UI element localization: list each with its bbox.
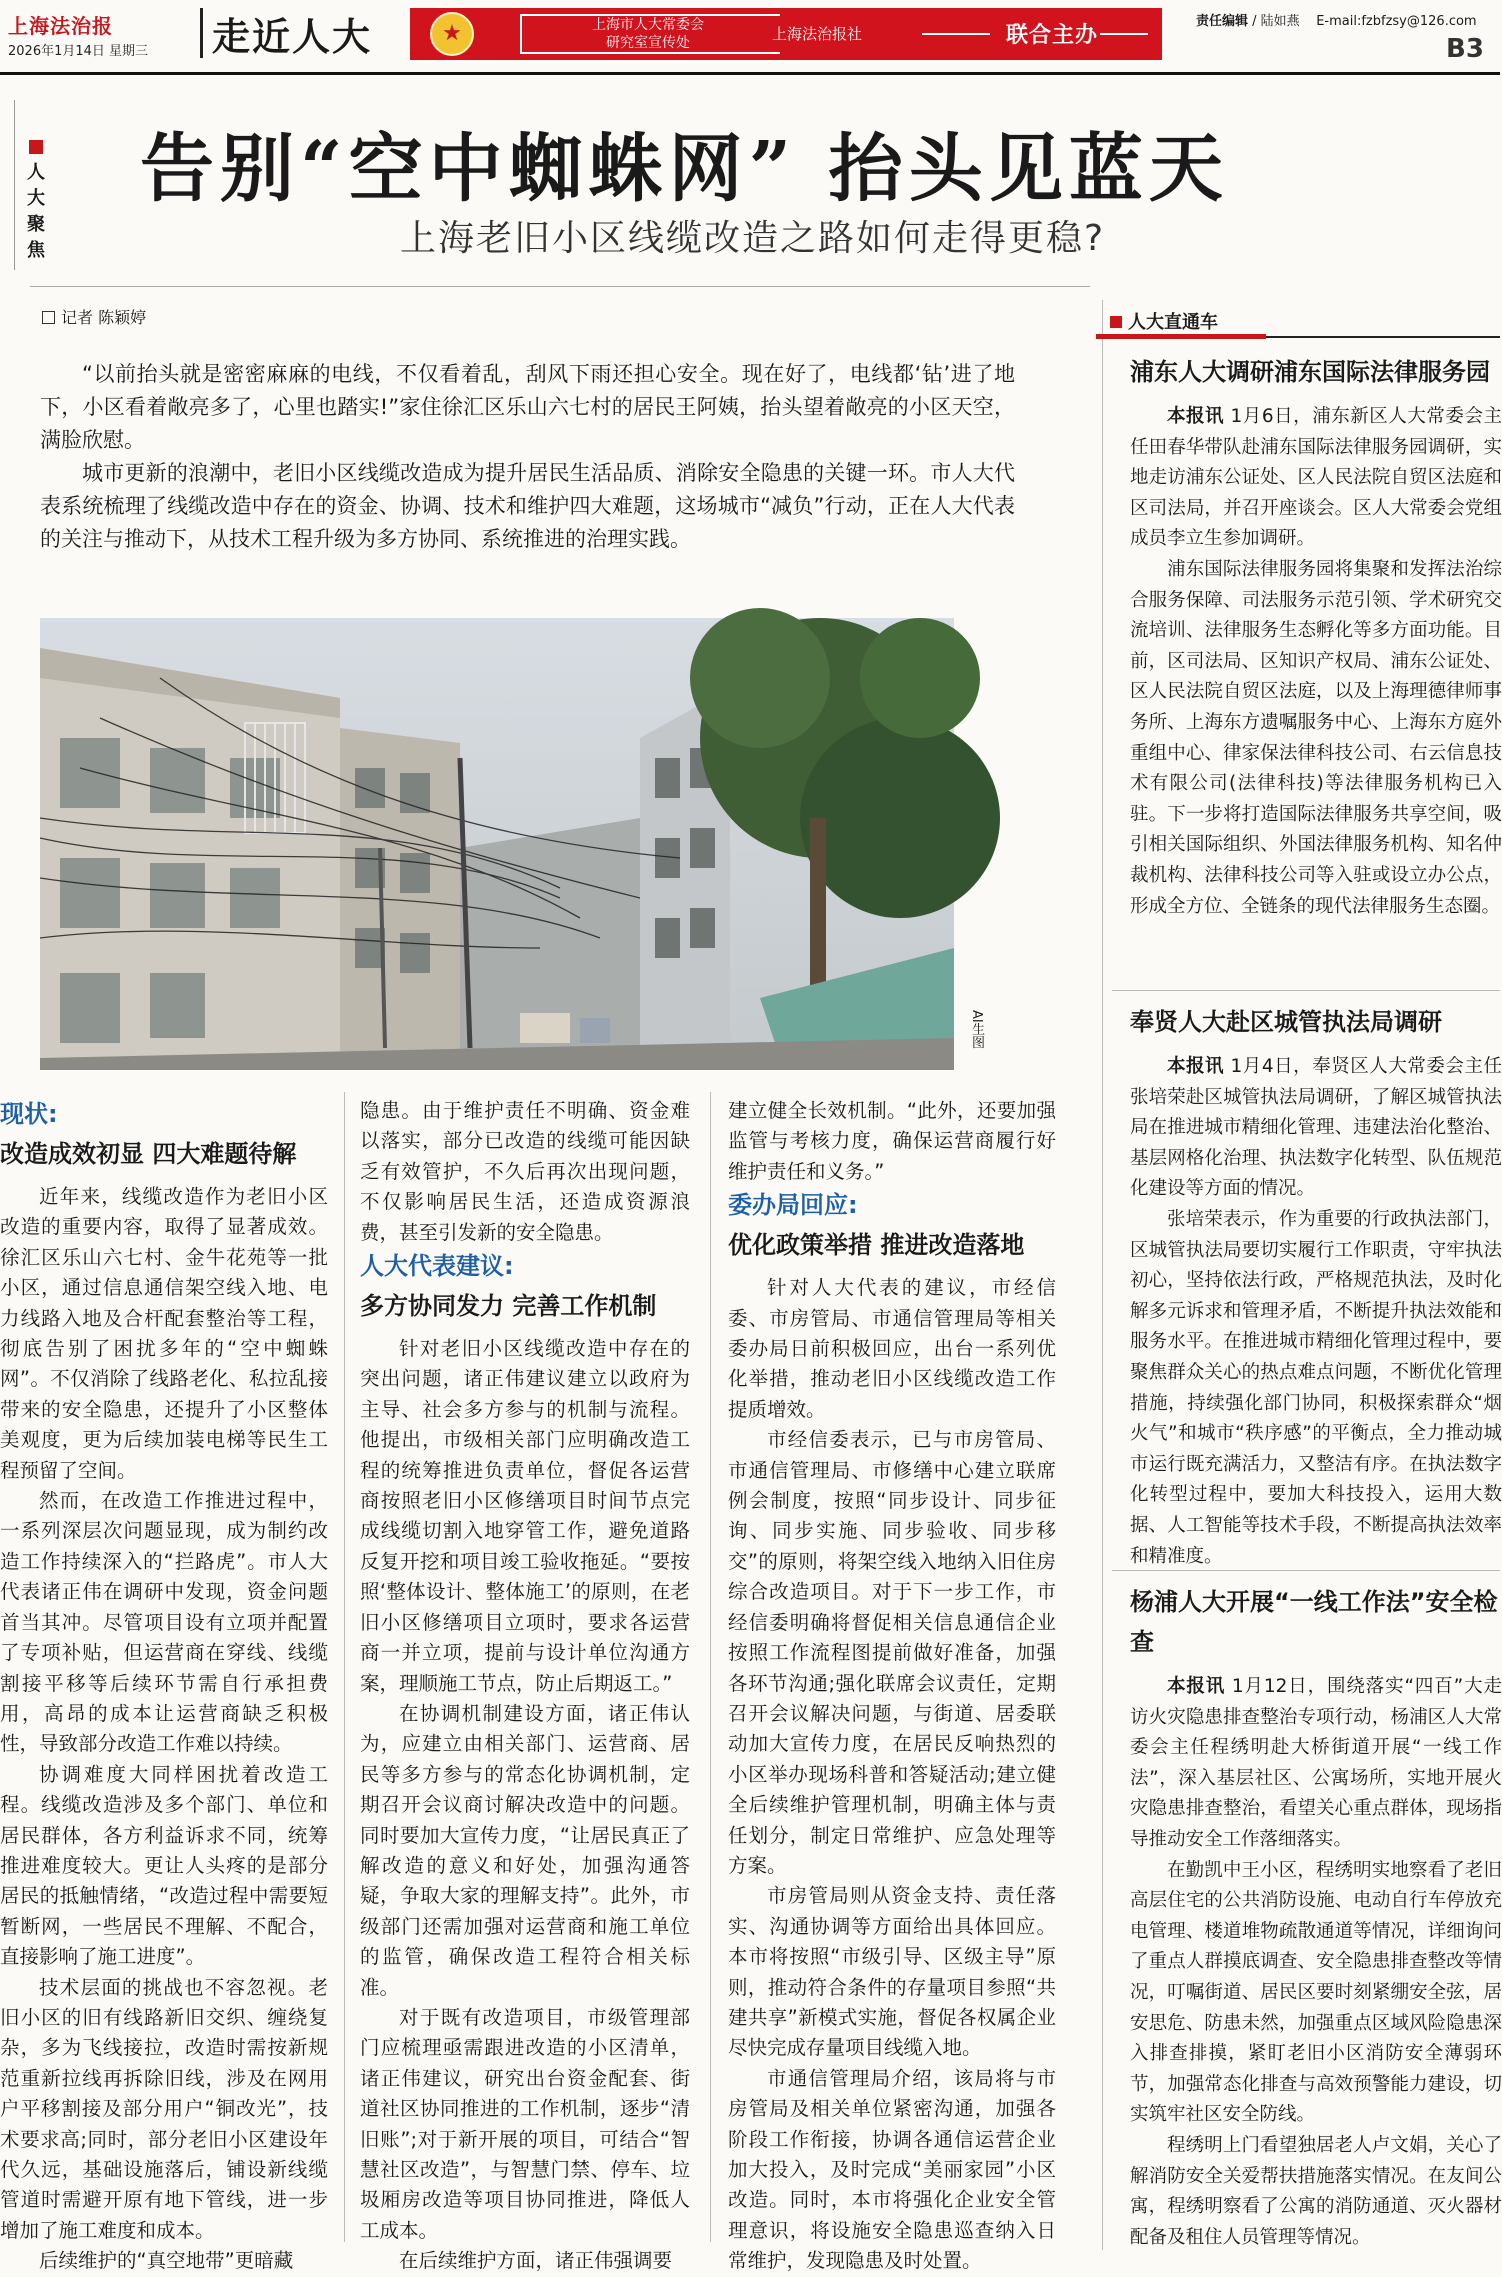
- banner-line-right: [1100, 33, 1148, 35]
- news-brief-lead: 本报讯: [1167, 1056, 1225, 1077]
- photo-credit: AI生图: [969, 1010, 984, 1049]
- newspaper-logo: 上海法治报: [8, 14, 113, 38]
- sidebar-tag-accent: [1096, 334, 1266, 339]
- news-brief-text: 1月4日，奉贤区人大常委会主任张培荣赴区城管执法局调研，了解区城管执法局在推进城市精细化管理、违建法治化整治、基层网格化治理、执法数字化转型、队伍规范化建设等方面的情况。: [1130, 1056, 1502, 1200]
- masthead-divider: [200, 8, 203, 58]
- body-paragraph: 技术层面的挑战也不容忽视。老旧小区的旧有线路新旧交织、缠绕复杂，多为飞线接拉，改造时需按新规范重新拉线再拆除旧线，涉及在网用户平移割接及部分用户“铜改光”，技术要求高;同时，部分老旧小区建设年代久远，基础设施落后，铺设新线缆管道时需避开原有地下管线，进一步增加了施工难度和成本。: [0, 1975, 328, 2242]
- news-brief-paragraph: 张培荣表示，作为重要的行政执法部门，区城管执法局要切实履行工作职责，守牢执法初心，坚持依法行政，严格规范执法，及时化解多元诉求和管理矛盾，不断提升执法效能和服务水平。在推进城市精细化管理过程中，要聚焦群众关心的热点难点问题，不断优化管理措施，持续强化部门协同，积极探索群众“烟火气”和城市“秩序感”的平衡点，全力推动城市运行既充满活力，又整洁有序。在执法数字化转型过程中，要加大科技投入，运用大数据、人工智能等技术手段，不断提高执法效率和精准度。: [1130, 1208, 1502, 1567]
- news-brief: [1130, 352, 1502, 922]
- banner-org-2: 上海法治报社: [772, 25, 863, 43]
- sidebar-tag: [1110, 308, 1218, 334]
- section-name: 走近人大: [212, 15, 373, 59]
- column-tag-char: 大: [27, 188, 45, 209]
- headline-rule: [30, 286, 1090, 287]
- section-label: 委办局回应:: [728, 1191, 858, 1220]
- sidebar-tag-text: 人大直通车: [1128, 312, 1218, 333]
- publication-date: 2026年1月14日 星期三: [8, 44, 149, 59]
- news-brief-title: 奉贤人大赴区城管执法局调研: [1130, 1008, 1442, 1036]
- body-paragraph: 市房管局则从资金支持、责任落实、沟通协调等方面给出具体回应。本市将按照“市级引导、区级主导”原则，推动符合条件的存量项目参照“共建共享”新模式实施，督促各权属企业尽快完成存量项目线缆入地。: [728, 1884, 1056, 2060]
- editor-info: 责任编辑 / 陆如燕 E-mail:fzbfzsy@126.com: [1196, 14, 1477, 29]
- editor-label: 责任编辑: [1196, 14, 1249, 29]
- section-title: 改造成效初显 四大难题待解: [0, 1140, 297, 1168]
- news-brief-lead: 本报讯: [1167, 406, 1225, 427]
- red-square-icon: [29, 140, 43, 154]
- lead-paragraph: “以前抬头就是密密麻麻的电线，不仅看着乱，刮风下雨还担心安全。现在好了，电线都‘钻’进了地下，小区看着敞亮多了，心里也踏实!”家住徐汇区乐山六七村的居民王阿姨，抬头望着敞亮的小区天空，满脸欣慰。: [40, 362, 1015, 452]
- body-paragraph: 协调难度大同样困扰着改造工程。线缆改造涉及多个部门、单位和居民群体，各方利益诉求不同，统筹推进难度较大。更让人头疼的是部分居民的抵触情绪，“改造过程中需要短暂断网，一些居民不理解、不配合，直接影响了施工进度”。: [0, 1762, 328, 1969]
- body-paragraph: 针对人大代表的建议，市经信委、市房管局、市通信管理局等相关委办局日前积极回应，出台一系列优化举措，推动老旧小区线缆改造工作提质增效。: [728, 1276, 1056, 1421]
- masthead-rule: [0, 72, 1500, 75]
- body-paragraph: 在后续维护方面，诸正伟强调要: [399, 2249, 673, 2273]
- body-paragraph: 建立健全长效机制。“此外，还要加强监管与考核力度，确保运营商履行好维护责任和义务。”: [728, 1099, 1056, 1183]
- editor-email: E-mail:fzbfzsy@126.com: [1316, 14, 1477, 29]
- masthead: [0, 0, 1500, 64]
- body-paragraph: 在协调机制建设方面，诸正伟认为，应建立由相关部门、运营商、居民等多方参与的常态化协调机制，定期召开会议商讨解决改造中的问题。同时要加大宣传力度，“让居民真正了解改造的意义和好处，加强沟通答疑，争取大家的理解支持”。此外，市级部门还需加强对运营商和施工单位的监管，确保改造工程符合相关标准。: [360, 1701, 690, 1999]
- news-brief-paragraph: [1130, 402, 1502, 555]
- body-paragraph: 隐患。由于维护责任不明确、资金难以落实，部分已改造的线缆可能因缺乏有效管护，不久后再次出现问题，不仅影响居民生活，还造成资源浪费，甚至引发新的安全隐患。: [360, 1099, 690, 1244]
- news-brief: [1130, 1002, 1502, 1572]
- article-photo: [40, 618, 954, 1070]
- body-paragraph: 然而，在改造工作推进过程中，一系列深层次问题显现，成为制约改造工作持续深入的“拦路虎”。市人大代表诸正伟在调研中发现，资金问题首当其冲。尽管项目设有立项并配置了专项补贴，但运营商在穿线、线缆割接平移等后续环节需自行承担费用，高昂的成本让运营商缺乏积极性，导致部分改造工作难以持续。: [0, 1489, 328, 1756]
- brief-separator: [1112, 990, 1500, 991]
- column-tag: [24, 140, 48, 264]
- section-label: 人大代表建议:: [360, 1252, 514, 1281]
- byline-text: 记者 陈颖婷: [61, 308, 147, 327]
- lead-paragraphs: [40, 358, 1015, 556]
- news-brief-paragraph: 浦东国际法律服务园将集聚和发挥法治综合服务保障、司法服务示范引领、学术研究交流培训、法律服务生态孵化等多方面功能。目前，区司法局、区知识产权局、浦东公证处、区人民法院自贸区法庭，以及上海理德律师事务所、上海东方遗嘱服务中心、上海东方庭外重组中心、律家保法律科技公司、右云信息技术有限公司(法律科技)等法律服务机构已入驻。下一步将打造国际法律服务共享空间，吸引相关国际组织、外国法律服务机构、知名仲裁机构、法律科技公司等入驻或设立办公点，形成全方位、全链条的现代法律服务生态圈。: [1130, 558, 1502, 917]
- banner-org-1: 上海市人大常委会 研究室宣传处: [592, 17, 704, 51]
- body-paragraph: 针对老旧小区线缆改造中存在的突出问题，诸正伟建议建立以政府为主导、社会多方参与的机制与流程。他提出，市级相关部门应明确改造工程的统筹推进负责单位，督促各运营商按照老旧小区修缮项目时间节点完成线缆切割入地穿管工作，避免道路反复开挖和项目竣工验收拖延。“要按照‘整体设计、整体施工’的原则，在老旧小区修缮项目立项时，要求各运营商一并立项，提前与设计单位沟通方案，理顺施工节点，防止后期返工。”: [360, 1337, 690, 1695]
- body-column-3: [728, 1096, 1056, 2277]
- side-rule: [14, 100, 15, 270]
- section-label: 现状:: [0, 1100, 58, 1128]
- sidebar-rule: [1102, 300, 1103, 2250]
- headline: 告别“空中蜘蛛网” 抬头见蓝天: [140, 126, 1229, 212]
- page-number: B3: [1446, 34, 1484, 64]
- byline: [42, 305, 146, 328]
- national-emblem-icon: [430, 12, 474, 56]
- news-brief-text: 1月6日，浦东新区人大常委会主任田春华带队赴浦东国际法律服务园调研，实地走访浦东公证处、区人民法院自贸区法庭和区司法局，并召开座谈会。区人大常委会党组成员李立生参加调研。: [1130, 406, 1502, 550]
- column-tag-char: 焦: [27, 240, 45, 261]
- news-brief: [1130, 1582, 1502, 2253]
- column-rule: [344, 1092, 345, 2242]
- section-title: 优化政策举措 推进改造落地: [728, 1231, 1025, 1260]
- news-brief-text: 1月12日，围绕落实“四百”大走访火灾隐患排查整治专项行动，杨浦区人大常委会主任程绣明赴大桥街道开展“一线工作法”，深入基层社区、公寓场所，实地开展火灾隐患排查整治，看望关心重点群体，现场指导推动安全工作落细落实。: [1130, 1676, 1502, 1850]
- co-host-banner: [410, 8, 1162, 60]
- red-square-icon: [1110, 316, 1122, 328]
- news-brief-title: 浦东人大调研浦东国际法律服务园: [1130, 358, 1490, 386]
- news-brief-paragraph: 在勤凯中王小区，程绣明实地察看了老旧高层住宅的公共消防设施、电动自行车停放充电管理、楼道堆物疏散通道等情况，详细询问了重点人群摸底调查、安全隐患排查整改等情况，叮嘱街道、居民区要时刻紧绷安全弦，居安思危、防患未然，加强重点区域风险隐患深入排查排摸，紧盯老旧小区消防安全薄弱环节，加强常态化排查与高效预警能力建设，切实筑牢社区安全防线。: [1130, 1859, 1502, 2126]
- news-brief-title: 杨浦人大开展“一线工作法”安全检查: [1130, 1588, 1498, 1656]
- body-paragraph: 后续维护的“真空地带”更暗藏: [39, 2249, 294, 2273]
- news-brief-paragraph: [1130, 1672, 1502, 1856]
- column-tag-char: 人: [27, 162, 45, 183]
- column-rule: [710, 1092, 711, 2242]
- body-paragraph: 对于既有改造项目，市级管理部门应梳理亟需跟进改造的小区清单，诸正伟建议，研究出台资金配套、街道社区协同推进的工作机制，逐步“清旧账”;对于新开展的项目，可结合“智慧社区改造”，与智慧门禁、停车、垃圾厢房改造等项目协同推进，降低人工成本。: [360, 2005, 690, 2242]
- byline-box-icon: [42, 311, 55, 324]
- banner-host: 联合主办: [1006, 23, 1099, 48]
- body-paragraph: 市通信管理局介绍，该局将与市房管局及相关单位紧密沟通，加强各阶段工作衔接，协调各通信运营企业加大投入，及时完成“美丽家园”小区改造。同时，本市将强化企业安全管理意识，将设施安全隐患巡查纳入日常维护，发现隐患及时处置。: [728, 2066, 1056, 2273]
- residential-street-illustration: [40, 618, 954, 1070]
- body-column-2: [360, 1096, 690, 2277]
- body-paragraph: 市经信委表示，已与市房管局、市通信管理局、市修缮中心建立联席例会制度，按照“同步设计、同步征询、同步实施、同步验收、同步移交”的原则，将架空线入地纳入旧住房综合改造项目。对于下一步工作，市经信委明确将督促相关信息通信企业按照工作流程图提前做好准备，加强各环节沟通;强化联席会议责任，定期召开会议解决问题，与街道、居委联动加大宣传力度，在居民反响热烈的小区举办现场科普和答疑活动;建立健全后续维护管理机制，明确主体与责任划分，制定日常维护、应急处理等方案。: [728, 1428, 1056, 1877]
- news-brief-paragraph: 程绣明上门看望独居老人卢文娟，关心了解消防安全关爱帮扶措施落实情况。在友间公寓，程绣明察看了公寓的消防通道、灭火器材配备及租住人员管理等情况。: [1130, 2134, 1502, 2248]
- body-column-1: [0, 1096, 328, 2277]
- section-title: 多方协同发力 完善工作机制: [360, 1292, 657, 1321]
- news-brief-paragraph: [1130, 1052, 1502, 1205]
- news-brief-lead: 本报讯: [1167, 1676, 1226, 1697]
- body-paragraph: 近年来，线缆改造作为老旧小区改造的重要内容，取得了显著成效。徐汇区乐山六七村、金牛花苑等一批小区，通过信息通信架空线入地、电力线路入地及合杆配套整治等工程，彻底告别了困扰多年的“空中蜘蛛网”。不仅消除了线路老化、私拉乱接带来的安全隐患，还提升了小区整体美观度，更为后续加装电梯等民生工程预留了空间。: [0, 1185, 328, 1482]
- editor-name: 陆如燕: [1260, 14, 1300, 29]
- banner-line-left: [922, 33, 990, 35]
- lead-paragraph: 城市更新的浪潮中，老旧小区线缆改造成为提升居民生活品质、消除安全隐患的关键一环。市人大代表系统梳理了线缆改造中存在的资金、协调、技术和维护四大难题，这场城市“减负”行动，正在人大代表的关注与推动下，从技术工程升级为多方协同、系统推进的治理实践。: [40, 461, 1015, 551]
- subheadline: 上海老旧小区线缆改造之路如何走得更稳?: [400, 218, 1106, 259]
- column-tag-char: 聚: [27, 214, 45, 235]
- brief-separator: [1112, 1570, 1500, 1571]
